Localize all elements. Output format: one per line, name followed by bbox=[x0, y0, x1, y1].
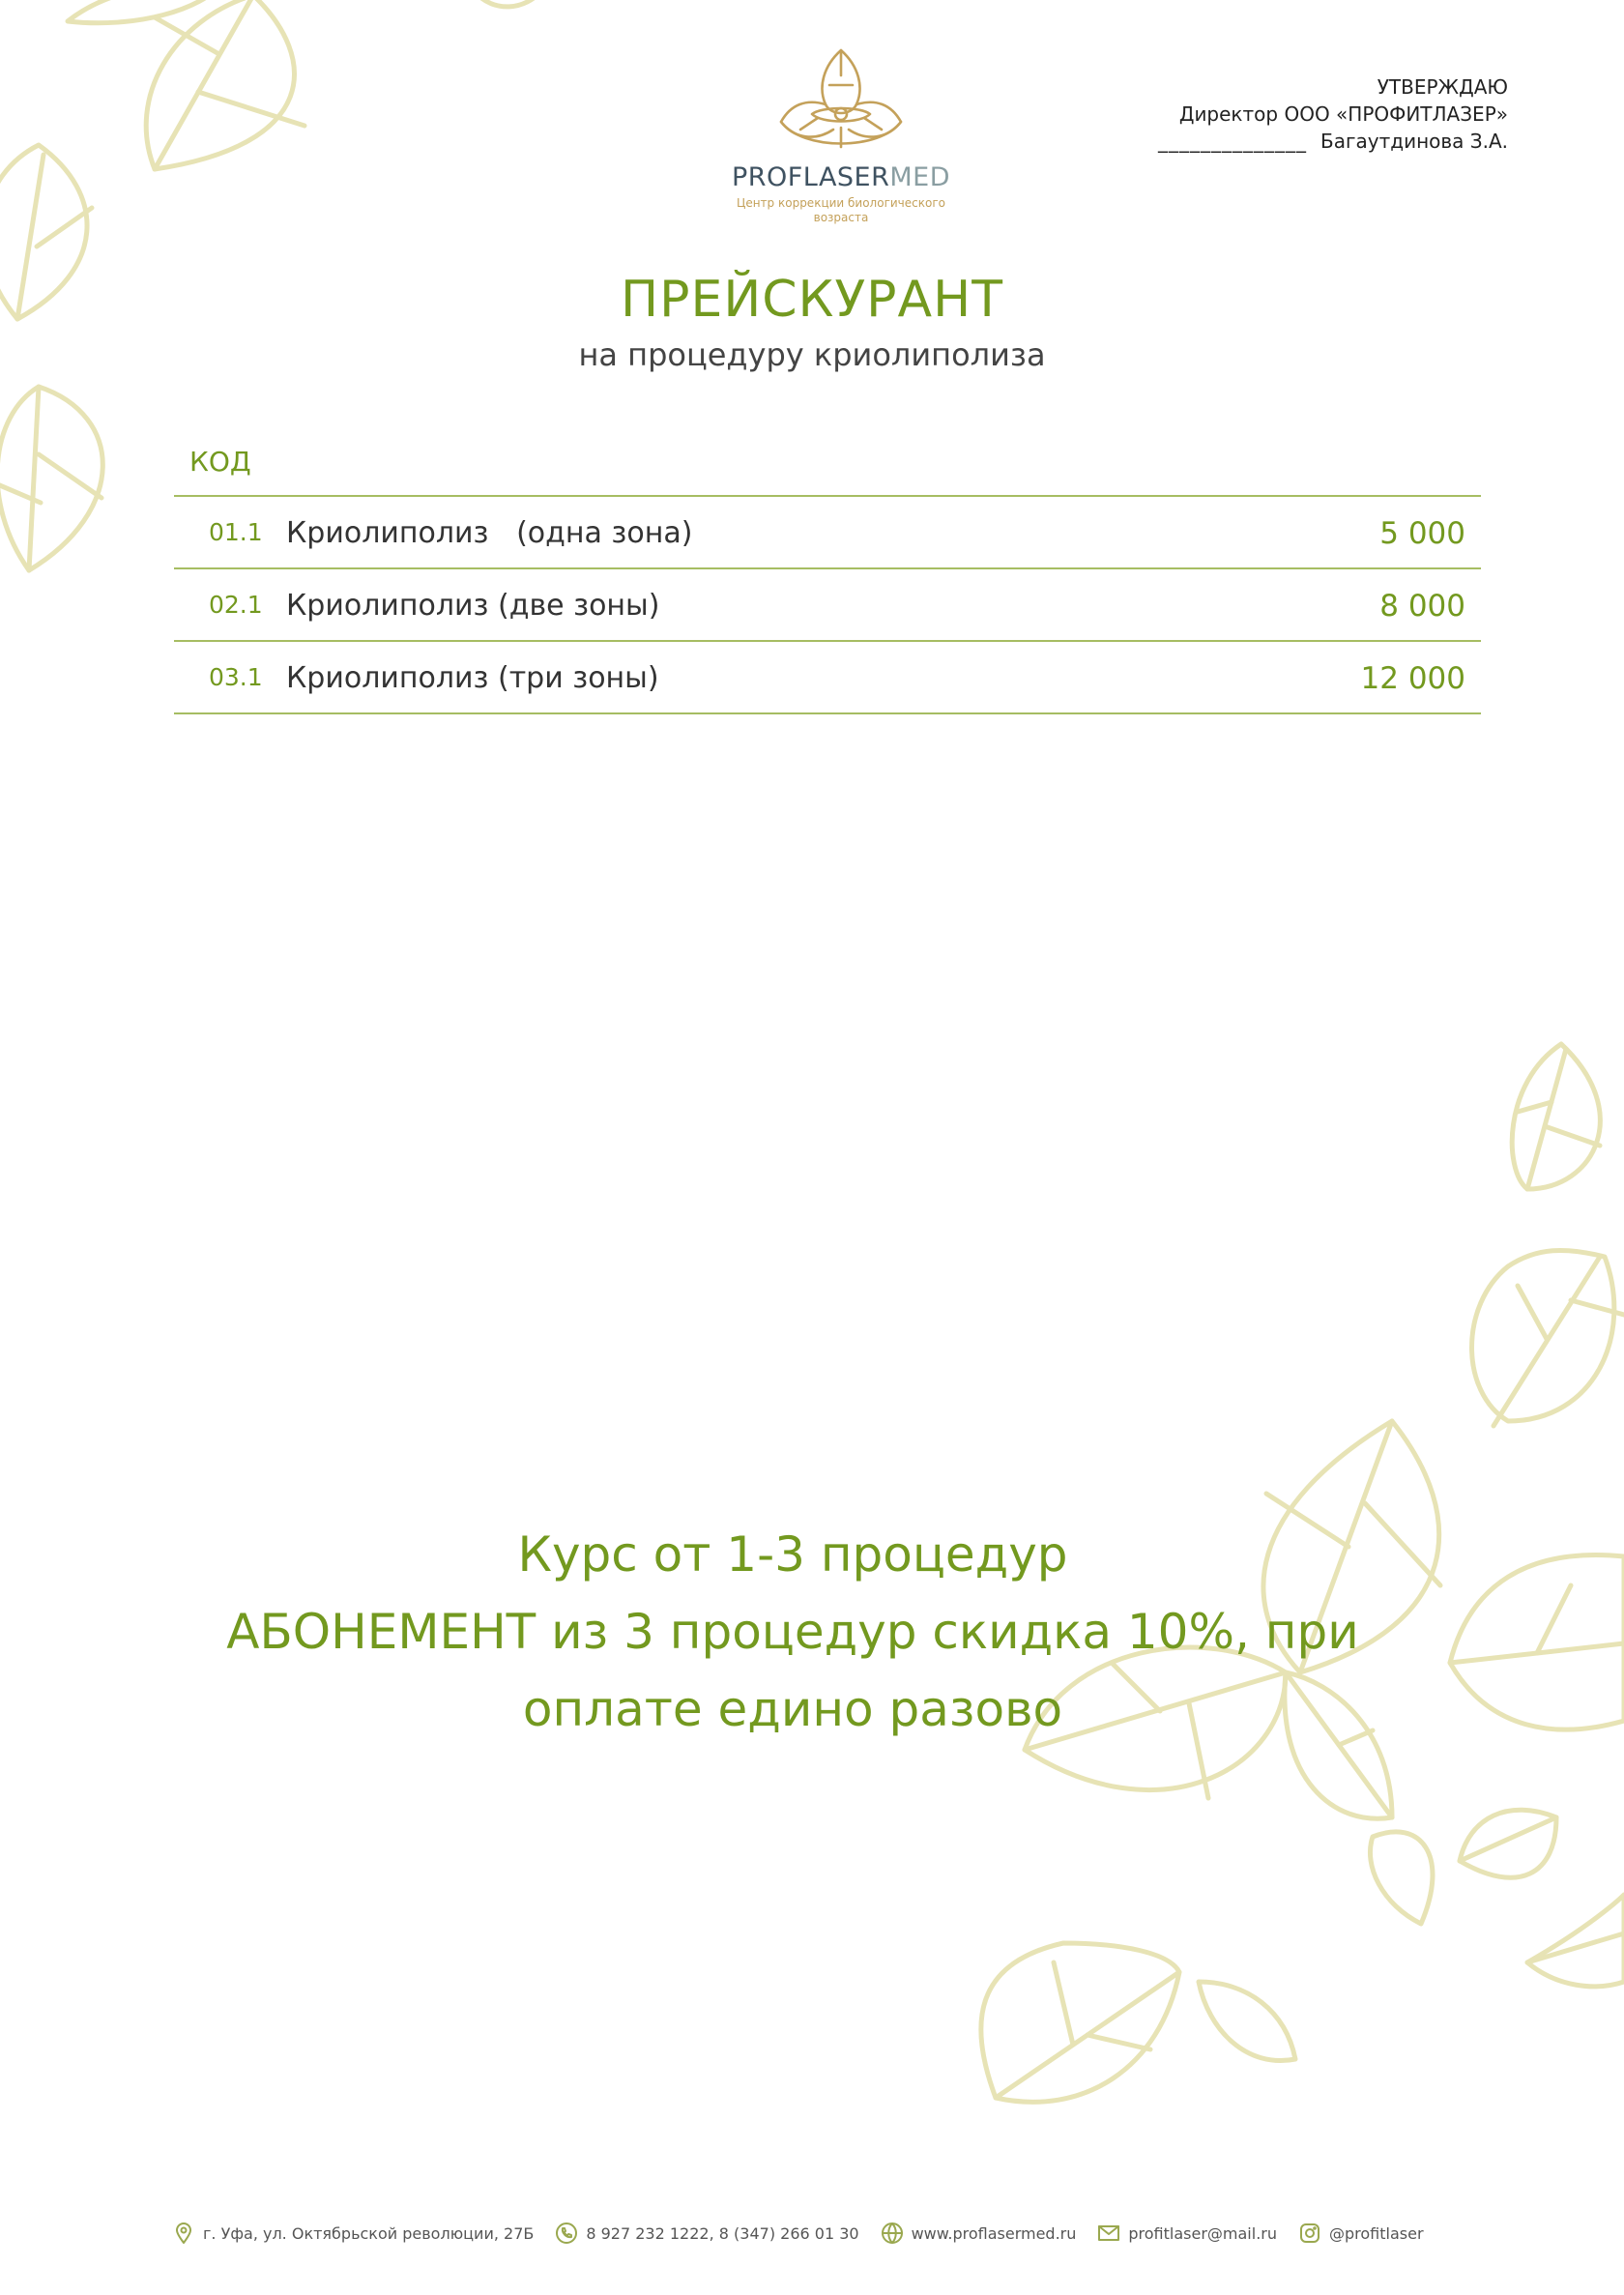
page-subtitle: на процедуру криолиполиза bbox=[578, 336, 1046, 373]
page-title: ПРЕЙСКУРАНТ bbox=[621, 271, 1003, 329]
promo-line-course: Курс от 1-3 процедур bbox=[517, 1526, 1068, 1583]
leaf-right-8 bbox=[1527, 1895, 1624, 1987]
promo-block bbox=[155, 1516, 1431, 1748]
signatory-name: Багаутдинова З.А. bbox=[1320, 130, 1508, 153]
footer-contacts bbox=[172, 2219, 1445, 2248]
leaf-right-1 bbox=[1512, 1044, 1600, 1189]
footer-address bbox=[172, 2222, 534, 2245]
row-code: 01.1 bbox=[209, 518, 263, 546]
footer-phones bbox=[555, 2222, 858, 2245]
brand-name-part1: PROFLASER bbox=[731, 162, 890, 192]
brand-logo bbox=[715, 46, 967, 225]
brand-tagline: Центр коррекции биологического возраста bbox=[737, 196, 945, 224]
brand-name bbox=[715, 162, 967, 192]
row-service-name: Криолиполиз (три зоны) bbox=[286, 661, 659, 695]
instagram-icon bbox=[1298, 2222, 1321, 2245]
instagram-handle[interactable]: @profitlaser bbox=[1329, 2223, 1424, 2243]
table-row bbox=[174, 569, 1481, 642]
website-link[interactable]: www.proflasermed.ru bbox=[911, 2223, 1077, 2243]
row-code: 03.1 bbox=[209, 663, 263, 691]
promo-line-payment: оплате едино разово bbox=[522, 1681, 1063, 1737]
approval-signature bbox=[1158, 128, 1508, 155]
approval-block bbox=[1158, 73, 1508, 155]
location-pin-icon bbox=[172, 2222, 195, 2245]
phones-text[interactable]: 8 927 232 1222, 8 (347) 266 01 30 bbox=[586, 2223, 859, 2243]
leaf-top-left-2 bbox=[146, 0, 304, 169]
footer-website bbox=[881, 2222, 1077, 2245]
leaf-right-4 bbox=[1450, 1554, 1624, 1729]
leaf-right-10 bbox=[981, 1943, 1179, 2102]
leaf-top-left-4 bbox=[0, 387, 102, 570]
mail-icon bbox=[1097, 2222, 1120, 2245]
signature-line: ______________ bbox=[1158, 130, 1308, 153]
email-link[interactable]: profitlaser@mail.ru bbox=[1128, 2223, 1277, 2243]
table-row bbox=[174, 642, 1481, 714]
lotus-eye-icon bbox=[773, 46, 909, 155]
leaf-right-11 bbox=[1199, 1982, 1295, 2061]
row-code: 02.1 bbox=[209, 591, 263, 619]
leaf-right-9 bbox=[1460, 1810, 1556, 1877]
globe-icon bbox=[881, 2222, 904, 2245]
row-service-name: Криолиполиз (одна зона) bbox=[286, 516, 693, 550]
leaf-top-right bbox=[474, 0, 541, 7]
column-header-code: КОД bbox=[174, 443, 1481, 497]
table-row bbox=[174, 497, 1481, 569]
footer-instagram bbox=[1298, 2222, 1424, 2245]
row-service-name: Криолиполиз (две зоны) bbox=[286, 589, 660, 623]
row-price: 12 000 bbox=[1360, 661, 1465, 696]
promo-line-subscription: АБОНЕМЕНТ из 3 процедур скидка 10%, при bbox=[226, 1604, 1359, 1660]
leaf-right-2 bbox=[1472, 1250, 1624, 1426]
address-text: г. Уфа, ул. Октябрьской революции, 27Б bbox=[203, 2223, 535, 2243]
phone-icon bbox=[555, 2222, 578, 2245]
row-price: 8 000 bbox=[1379, 589, 1465, 624]
price-table bbox=[174, 443, 1481, 714]
row-price: 5 000 bbox=[1379, 516, 1465, 551]
leaf-right-7 bbox=[1370, 1832, 1433, 1924]
leaf-top-left-1 bbox=[68, 0, 222, 23]
approval-heading: УТВЕРЖДАЮ bbox=[1377, 75, 1508, 99]
brand-name-part2: MED bbox=[889, 162, 951, 192]
approval-position: Директор ООО «ПРОФИТЛАЗЕР» bbox=[1178, 102, 1508, 126]
footer-email bbox=[1097, 2222, 1277, 2245]
